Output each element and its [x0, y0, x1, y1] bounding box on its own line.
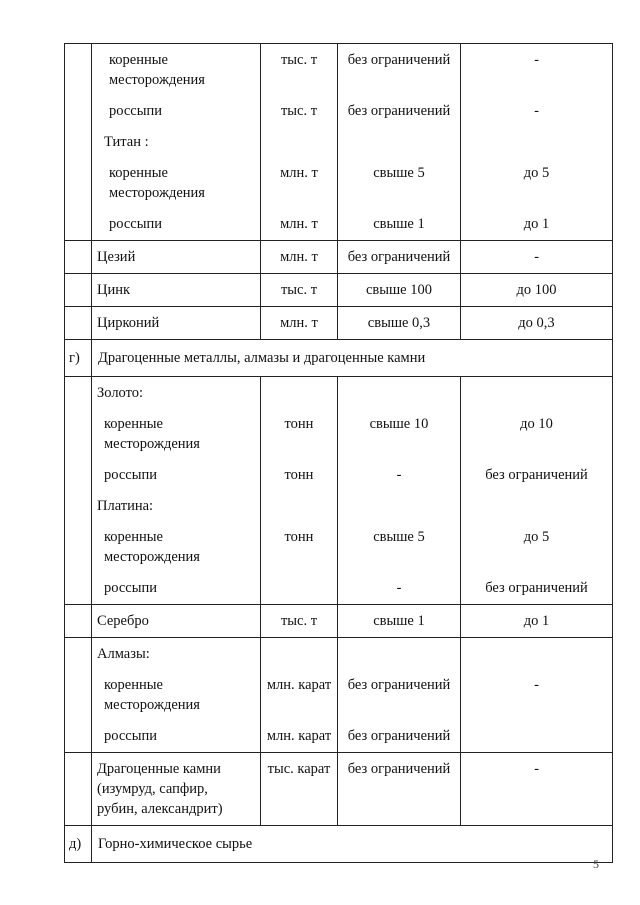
name-text: россыпи [109, 103, 162, 119]
table-row [65, 307, 613, 340]
section-letter: г) [65, 340, 92, 377]
name-cell [92, 274, 261, 307]
unit-text: тыс. т [280, 103, 318, 119]
name-text: Цезий [97, 249, 136, 265]
name-text: месторождения [104, 697, 200, 713]
name-text: месторождения [109, 72, 205, 88]
col3-cell [338, 274, 461, 307]
name-text: рубин, александрит) [97, 801, 223, 817]
col3-text: без ограничений [347, 52, 451, 68]
section-row [65, 340, 613, 377]
letter-cell [65, 605, 92, 638]
name-text: коренные [109, 165, 168, 181]
col3-text: - [396, 467, 402, 483]
unit-cell [261, 307, 338, 340]
group-heading: Золото: [97, 385, 144, 401]
unit-text: млн. карат [266, 677, 332, 693]
col4-cell [461, 44, 613, 241]
unit-cell [261, 638, 338, 753]
col4-text: до 100 [516, 282, 557, 298]
table-row [65, 44, 613, 241]
unit-cell [261, 44, 338, 241]
name-cell [92, 307, 261, 340]
col4-text: до 5 [523, 529, 550, 545]
col4-cell [461, 605, 613, 638]
col3-cell [338, 307, 461, 340]
col3-cell [338, 377, 461, 605]
page-number: 5 [593, 857, 599, 871]
col4-cell [461, 377, 613, 605]
name-text: коренные [109, 52, 168, 68]
col4-text: до 1 [523, 216, 550, 232]
table-row [65, 274, 613, 307]
letter-cell [65, 307, 92, 340]
name-text: месторождения [104, 436, 200, 452]
name-text: коренные [104, 677, 163, 693]
col4-text: - [534, 249, 539, 265]
section-row [65, 826, 613, 863]
letter-cell [65, 753, 92, 826]
col3-text: без ограничений [347, 103, 451, 119]
col3-text: свыше 1 [373, 216, 425, 232]
group-heading: Платина: [97, 498, 154, 514]
col3-text: свыше 5 [373, 165, 425, 181]
unit-text: тыс. т [280, 613, 318, 629]
name-text: Цирконий [97, 315, 160, 331]
col4-cell [461, 307, 613, 340]
col4-text: до 10 [520, 416, 553, 432]
col4-cell [461, 274, 613, 307]
col3-text: без ограничений [347, 728, 451, 744]
name-text: месторождения [104, 549, 200, 565]
col3-text: без ограничений [347, 249, 451, 265]
col3-cell [338, 753, 461, 826]
col3-text: - [396, 580, 402, 596]
col4-text: до 5 [523, 165, 550, 181]
letter-cell [65, 241, 92, 274]
name-cell [92, 753, 261, 826]
letter-cell [65, 44, 92, 241]
col4-text: без ограничений [485, 467, 588, 483]
name-text: россыпи [104, 467, 157, 483]
unit-text: тыс. карат [267, 761, 331, 777]
col3-text: свыше 0,3 [367, 315, 431, 331]
col3-text: свыше 10 [369, 416, 429, 432]
unit-text: тонн [284, 529, 314, 545]
name-text: месторождения [109, 185, 205, 201]
col4-text: до 1 [523, 613, 550, 629]
group-heading: Титан : [104, 134, 149, 150]
name-text: коренные [104, 416, 163, 432]
name-text: Серебро [97, 613, 149, 629]
unit-text: тыс. т [280, 282, 318, 298]
unit-text: млн. т [280, 249, 318, 265]
unit-text: млн. т [280, 315, 318, 331]
col4-text: - [534, 677, 539, 693]
name-cell [92, 44, 261, 241]
unit-text: млн. т [280, 165, 318, 181]
col3-text: без ограничений [347, 677, 451, 693]
col3-text: свыше 100 [365, 282, 432, 298]
name-cell [92, 605, 261, 638]
name-text: Цинк [97, 282, 131, 298]
table-row [65, 753, 613, 826]
section-title: Драгоценные металлы, алмазы и драгоценные камни [92, 340, 613, 377]
section-title: Горно-химическое сырье [92, 826, 613, 863]
col3-text: свыше 5 [373, 529, 425, 545]
unit-cell [261, 377, 338, 605]
name-text: (изумруд, сапфир, [97, 781, 208, 797]
unit-text: тонн [284, 416, 314, 432]
col3-text: без ограничений [347, 761, 451, 777]
unit-cell [261, 753, 338, 826]
name-text: россыпи [104, 580, 157, 596]
col3-cell [338, 241, 461, 274]
table-row [65, 377, 613, 605]
col4-cell [461, 753, 613, 826]
col3-cell [338, 605, 461, 638]
letter-cell [65, 377, 92, 605]
table-row [65, 638, 613, 753]
letter-cell [65, 638, 92, 753]
unit-cell [261, 241, 338, 274]
col3-cell [338, 44, 461, 241]
name-text: россыпи [104, 728, 157, 744]
table-row [65, 241, 613, 274]
col4-text: до 0,3 [518, 315, 555, 331]
unit-cell [261, 605, 338, 638]
section-letter: д) [65, 826, 92, 863]
unit-text: млн. т [280, 216, 318, 232]
col3-text: свыше 1 [373, 613, 425, 629]
col4-cell [461, 638, 613, 753]
unit-cell [261, 274, 338, 307]
unit-text: млн. карат [266, 728, 332, 744]
name-cell [92, 638, 261, 753]
table-row [65, 605, 613, 638]
col4-text: - [534, 103, 539, 119]
unit-text: тонн [284, 467, 314, 483]
col4-text: - [534, 761, 539, 777]
col4-text: без ограничений [485, 580, 588, 596]
minerals-table [64, 43, 613, 863]
col4-text: - [534, 52, 539, 68]
col4-cell [461, 241, 613, 274]
name-text: Драгоценные камни [97, 761, 221, 777]
name-text: россыпи [109, 216, 162, 232]
name-text: коренные [104, 529, 163, 545]
group-heading: Алмазы: [97, 646, 150, 662]
letter-cell [65, 274, 92, 307]
name-cell [92, 241, 261, 274]
name-cell [92, 377, 261, 605]
unit-text: тыс. т [280, 52, 318, 68]
col3-cell [338, 638, 461, 753]
